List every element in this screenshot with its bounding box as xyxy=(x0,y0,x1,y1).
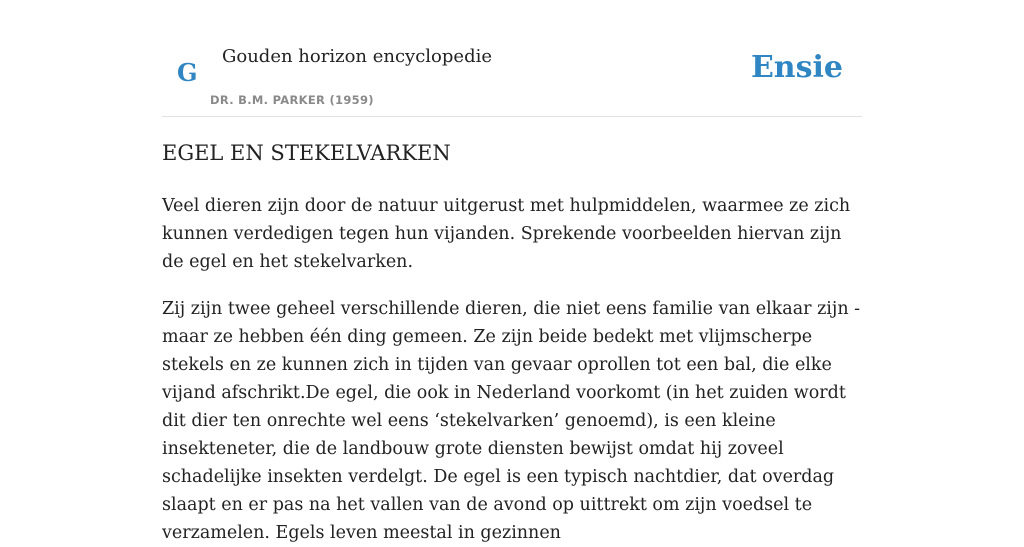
source-author: DR. B.M. PARKER (1959) xyxy=(210,93,374,107)
brand-logo-link[interactable]: Ensie xyxy=(750,50,843,85)
article-paragraph: Veel dieren zijn door de natuur uitgerust met hulpmiddelen, waarmee ze zich kunnen verdedigen tegen hun vijanden. Sprekende voorbeelden hiervan zijn de egel en het stekelvarken. xyxy=(162,196,851,272)
source-logo-icon[interactable]: G xyxy=(177,58,198,87)
source-title-link[interactable]: Gouden horizon encyclopedie xyxy=(222,46,492,67)
article-paragraph: Zij zijn twee geheel verschillende dieren, die niet eens familie van elkaar zijn - maar ze hebben één ding gemeen. Ze zijn beide bedekt met vlijmscherpe stekels en ze kunnen zich in tijden van gevaar oprollen tot een bal, die elke vijand afschrikt.De egel, die ook in Nederland voorkomt (in het zuiden wordt dit dier ten onrechte wel eens ‘stekelvarken’ genoemd), is een kleine insekteneter, die de landbouw grote diensten bewijst omdat hij zoveel schadelijke insekten verdelgt. De egel is een typisch nachtdier, dat overdag slaapt en er pas na het vallen van de avond op uittrekt om zijn voedsel te verzamelen. Egels leven meestal in gezinnen xyxy=(162,299,861,543)
source-header xyxy=(162,34,862,117)
article-title: EGEL EN STEKELVARKEN xyxy=(162,141,451,165)
